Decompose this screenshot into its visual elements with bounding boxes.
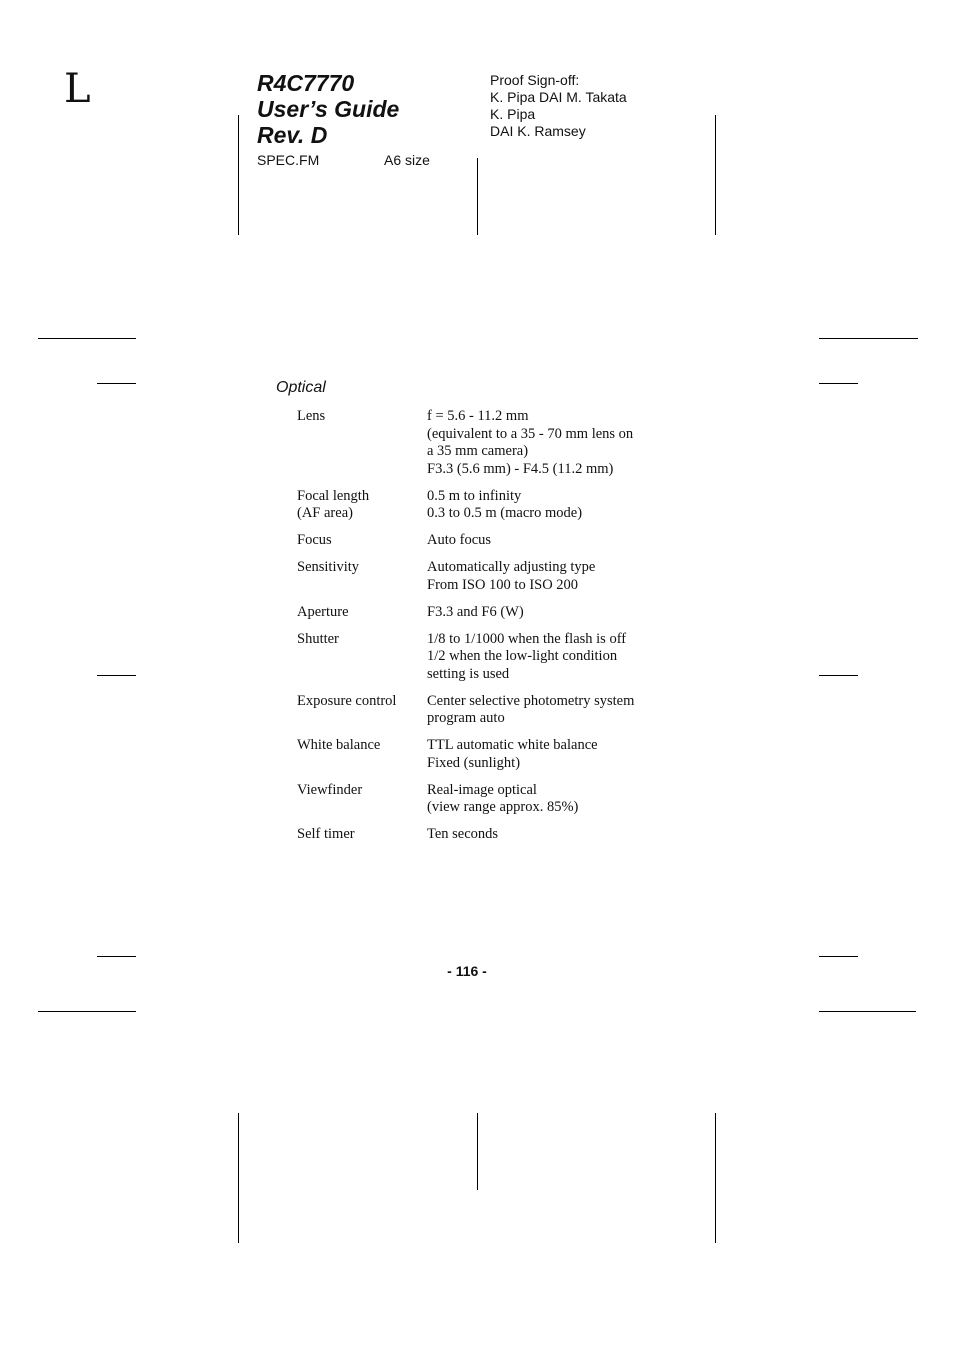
spec-label-line: (AF area) (297, 505, 353, 521)
spec-value-line: program auto (427, 710, 505, 726)
spec-value (427, 631, 677, 684)
crop-line (238, 115, 239, 235)
crop-line (715, 115, 716, 235)
spec-label (297, 631, 427, 684)
spec-value (427, 737, 677, 772)
file-name: SPEC.FM (257, 152, 320, 168)
spec-row-focal-length (297, 488, 677, 523)
spec-value-line: (equivalent to a 35 - 70 mm lens on (427, 425, 634, 442)
spec-value-line: (view range approx. 85%) (427, 799, 579, 815)
spec-label-line: Exposure control (297, 692, 397, 709)
spec-label-line: Aperture (297, 603, 349, 620)
spec-label (297, 826, 427, 844)
spec-label-line: Focus (297, 532, 332, 548)
spec-label (297, 604, 427, 622)
spec-value-line: F3.3 (5.6 mm) - F4.5 (11.2 mm) (427, 460, 614, 477)
document-title (257, 70, 399, 148)
title-line: R4C7770 (257, 70, 355, 96)
spec-value (427, 604, 677, 622)
spec-label-line: Self timer (297, 826, 355, 842)
spec-table (297, 408, 677, 853)
spec-label-line: White balance (297, 737, 381, 753)
spec-value-line: 0.5 m to infinity (427, 487, 522, 504)
crop-line (238, 1113, 239, 1243)
corner-mark: L (64, 66, 91, 112)
spec-value-line: 0.3 to 0.5 m (macro mode) (427, 505, 583, 521)
spec-value (427, 559, 677, 594)
spec-row-aperture (297, 604, 677, 622)
spec-value-line: Center selective photometry system (427, 692, 635, 709)
crop-line (477, 158, 478, 235)
spec-label-line: Sensitivity (297, 559, 360, 575)
spec-label-line: Lens (297, 408, 326, 424)
page-number: - 116 - (447, 963, 487, 979)
spec-label (297, 693, 427, 728)
spec-value (427, 408, 677, 478)
title-line: User’s Guide (257, 96, 400, 122)
spec-value-line: 1/8 to 1/1000 when the flash is off (427, 630, 627, 647)
spec-value-line: 1/2 when the low-light condition (427, 648, 618, 664)
crop-line (97, 383, 136, 384)
spec-label (297, 782, 427, 817)
spec-value (427, 488, 677, 523)
spec-label (297, 488, 427, 523)
signoff-line: K. Pipa (490, 106, 536, 122)
spec-label (297, 559, 427, 594)
spec-value-line: a 35 mm camera) (427, 443, 529, 459)
spec-row-lens (297, 408, 677, 478)
section-heading: Optical (276, 379, 326, 396)
spec-row-self-timer (297, 826, 677, 844)
spec-value (427, 532, 677, 550)
crop-line (477, 1113, 478, 1190)
crop-line (97, 956, 136, 957)
spec-value-line: f = 5.6 - 11.2 mm (427, 408, 529, 424)
spec-label (297, 737, 427, 772)
spec-value-line: F3.3 and F6 (W) (427, 603, 524, 620)
spec-row-focus (297, 532, 677, 550)
crop-line (819, 338, 918, 339)
crop-line (819, 675, 858, 676)
spec-label (297, 408, 427, 478)
spec-row-shutter (297, 631, 677, 684)
spec-row-exposure-control (297, 693, 677, 728)
page-size: A6 size (384, 152, 430, 168)
spec-label (297, 532, 427, 550)
spec-label-line: Shutter (297, 630, 339, 647)
spec-row-sensitivity (297, 559, 677, 594)
signoff-line: Proof Sign-off: (490, 72, 580, 88)
crop-line (38, 338, 136, 339)
crop-line (38, 1011, 136, 1012)
spec-value-line: TTL automatic white balance (427, 737, 598, 753)
spec-value-line: Ten seconds (427, 826, 499, 842)
spec-value (427, 693, 677, 728)
signoff-line: DAI K. Ramsey (490, 123, 586, 139)
spec-value-line: Automatically adjusting type (427, 559, 596, 575)
title-line: Rev. D (257, 122, 328, 148)
crop-line (819, 956, 858, 957)
signoff-line: K. Pipa DAI M. Takata (490, 89, 627, 105)
spec-row-viewfinder (297, 782, 677, 817)
spec-row-white-balance (297, 737, 677, 772)
spec-label-line: Focal length (297, 487, 370, 504)
spec-value-line: From ISO 100 to ISO 200 (427, 576, 579, 593)
spec-value-line: Auto focus (427, 532, 492, 548)
crop-line (819, 383, 858, 384)
spec-value (427, 782, 677, 817)
spec-value (427, 826, 677, 844)
crop-line (97, 675, 136, 676)
spec-value-line: Real-image optical (427, 781, 537, 798)
spec-label-line: Viewfinder (297, 781, 363, 798)
spec-value-line: Fixed (sunlight) (427, 754, 521, 771)
crop-line (715, 1113, 716, 1243)
proof-signoff (490, 72, 627, 140)
crop-line (819, 1011, 916, 1012)
spec-value-line: setting is used (427, 665, 510, 682)
